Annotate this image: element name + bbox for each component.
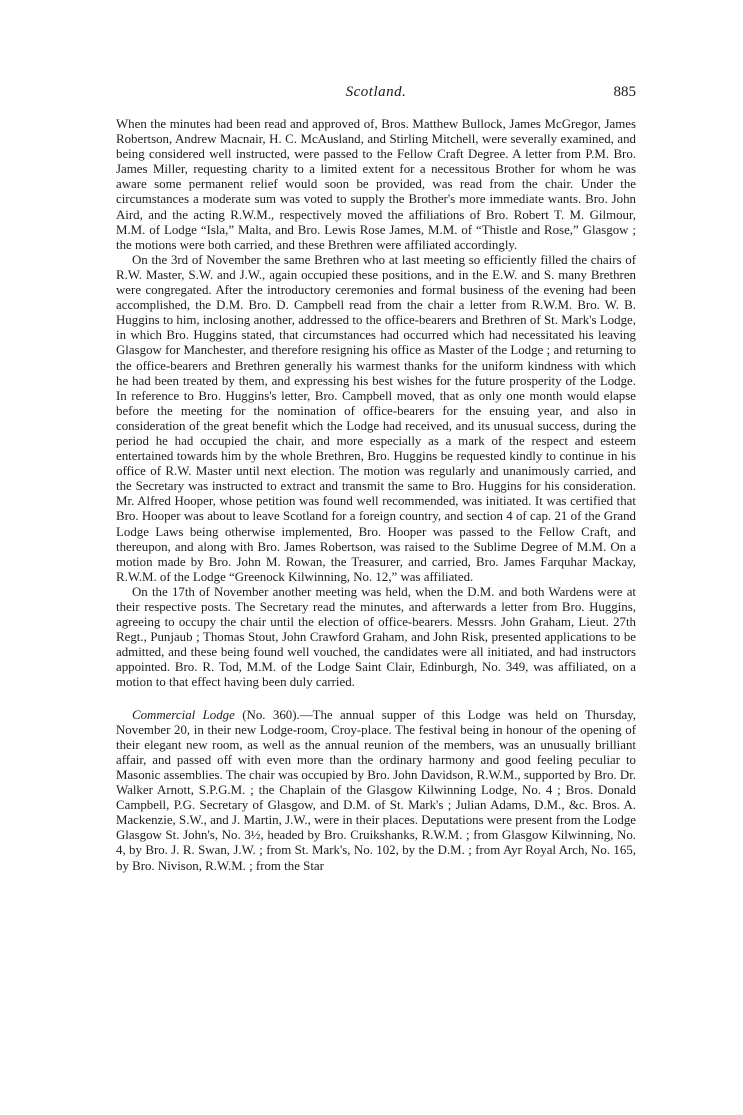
page-number: 885 bbox=[613, 84, 636, 100]
body-text bbox=[116, 117, 636, 874]
paragraph-november-17th-meeting: On the 17th of November another meeting was held, when the D.M. and both Wardens were at their respective posts. The Secretary read the minutes, and afterwards a letter from Bro. Huggins, agreeing to occupy the chair until the election of office-bearers. Messrs. John Graham, Lieut. 27th Regt., Punjaub ; Thomas Stout, John Crawford Graham, and John Risk, presented applications to be admitted, and these being found well vouched, the candidates were all initiated, and had instructors appointed. Bro. R. Tod, M.M. of the Lodge Saint Clair, Edinburgh, No. 349, was affiliated, on a motion to that effect having been duly carried. bbox=[116, 584, 636, 690]
running-title: Scotland. bbox=[345, 84, 407, 100]
paragraph-degree-passing: When the minutes had been read and approved of, Bros. Matthew Bullock, James McGregor, James Robertson, Andrew Macnair, H. C. McAusland, and Stirling Mitchell, were severally examined, and being considered well instructed, were passed to the Fellow Craft Degree. A letter from P.M. Bro. James Miller, requesting charity to a limited extent for a necessitous Brother for whom he was aware some permanent relief would soon be provided, was read from the chair. Under the circumstances a moderate sum was voted to supply the Brother's more immediate wants. Bro. John Aird, and the acting R.W.M., respectively moved the affiliations of Bro. Robert T. M. Gilmour, M.M. of Lodge “Isla,” Malta, and Bro. Lewis Rose James, M.M. of “Thistle and Rose,” Glasgow ; the motions were both carried, and these Brethren were affiliated accordingly. bbox=[116, 117, 636, 252]
paragraph-november-3rd-meeting: On the 3rd of November the same Brethren who at last meeting so efficiently filled the chairs of R.W. Master, S.W. and J.W., again occupied these positions, and in the E.W. and S. many Brethren were congregated. After the introductory ceremonies and formal business of the evening had been accomplished, the D.M. Bro. D. Campbell read from the chair a letter from R.W.M. Bro. W. B. Huggins to him, inclosing another, addressed to the office-bearers and Brethren of St. Mark's Lodge, in which Bro. Huggins stated, that circumstances had occurred which had necessitated his leaving Glasgow for Manchester, and therefore resigning his office as Master of the Lodge ; and returning to the office-bearers and Brethren generally his warmest thanks for the uniform kindness with which he had been treated by them, and expressing his best wishes for the future prosperity of the Lodge. In reference to Bro. Huggins's letter, Bro. Campbell moved, that as only one month would elapse before the meeting for the nomination of office-bearers for the ensuing year, and also in consideration of the great benefit which the Lodge had received, and its unusual success, during the period he had occupied the chair, and more especially as a mark of the respect and esteem entertained towards him by the whole Brethren, Bro. Huggins be requested kindly to continue in his office of R.W. Master until next election. The motion was regularly and unanimously carried, and the Secretary was instructed to extract and transmit the same to Bro. Huggins for his consideration. Mr. Alfred Hooper, whose petition was found well recommended, was initiated. It was certified that Bro. Hooper was about to leave Scotland for a foreign country, and section 4 of cap. 21 of the Grand Lodge Laws being otherwise implemented, Bro. Hooper was passed to the Fellow Craft, and thereupon, and along with Bro. James Robertson, was raised to the Sublime Degree of M.M. On a motion made by Bro. John M. Rowan, the Treasurer, and carried, Bro. James Farquhar Mackay, R.W.M. of the Lodge “Greenock Kilwinning, No. 12,” was affiliated. bbox=[116, 252, 636, 584]
paragraph-commercial-lodge-text: (No. 360).—The annual supper of this Lodge was held on Thursday, November 20, in their new Lodge-room, Croy-place. The festival being in honour of the opening of their elegant new room, as well as the annual reunion of the members, was an unusually brilliant affair, and passed off with even more than the ordinary harmony and good feeling peculiar to Masonic assemblies. The chair was occupied by Bro. John Davidson, R.W.M., supported by Bro. Dr. Walker Arnott, S.P.G.M. ; the Chaplain of the Glasgow Kilwinning Lodge, No. 4 ; Bros. Donald Campbell, P.G. Secretary of Glasgow, and D.M. of St. Mark's ; Julian Adams, D.M., &c. Bros. A. Mackenzie, S.W., and J. Martin, J.W., were in their places. Deputations were present from the Lodge Glasgow St. John's, No. 3½, headed by Bro. Cruikshanks, R.W.M. ; from Glasgow Kilwinning, No. 4, by Bro. J. R. Swan, J.W. ; from St. Mark's, No. 102, by the D.M. ; from Ayr Royal Arch, No. 165, by Bro. Nivison, R.W.M. ; from the Star bbox=[116, 707, 636, 873]
paragraph-commercial-lodge bbox=[116, 708, 636, 874]
lodge-name: Commercial Lodge bbox=[132, 707, 235, 722]
page-header bbox=[116, 84, 636, 104]
